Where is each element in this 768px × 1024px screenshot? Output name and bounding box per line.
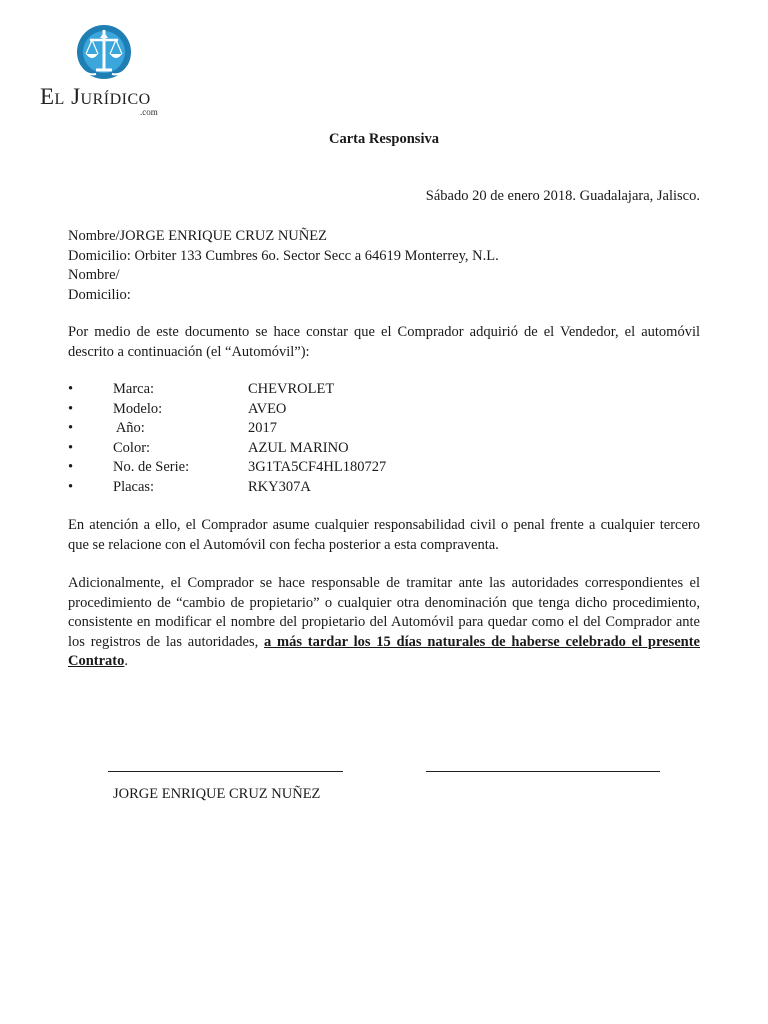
field-label: Año:: [113, 420, 145, 436]
buyer-signature-name: JORGE ENRIQUE CRUZ NUÑEZ: [113, 786, 321, 802]
field-label: Marca:: [113, 381, 155, 397]
logo-suffix: .com: [140, 107, 158, 117]
field-value: AZUL MARINO: [248, 439, 349, 456]
vehicle-details-list: [68, 380, 386, 497]
list-item: [68, 478, 386, 498]
field-value: RKY307A: [248, 478, 311, 495]
intro-paragraph: Por medio de este documento se hace constar que el Comprador adquirió de el Vendedor, el automóvil descrito a continuación (el “Automóvil”):: [68, 324, 700, 360]
transfer-text: Adicionalmente, el Comprador se hace responsable de tramitar ante las autoridades correspondientes el procedimiento de “cambio de propietario” o cualquier otra denominación que tenga dicho procedimiento, consistente en modificar el nombre del propietario del Automóvil para quedar como el del Comprador ante los registros de las autoridades,: [68, 575, 700, 650]
buyer-signature-line: [108, 771, 343, 772]
buyer-name: Nombre/JORGE ENRIQUE CRUZ NUÑEZ: [68, 228, 327, 244]
field-label: Placas:: [113, 478, 155, 495]
bullet-icon: [68, 439, 113, 459]
transfer-end: .: [124, 653, 129, 669]
seller-name: Nombre/: [68, 267, 120, 283]
buyer-address: Domicilio: Orbiter 133 Cumbres 6o. Sector Secc a 64619 Monterrey, N.L.: [68, 247, 499, 264]
seller-address: Domicilio:: [68, 286, 131, 303]
list-item: [68, 458, 386, 478]
logo-wordmark: El Jurídico: [40, 84, 151, 109]
field-value: CHEVROLET: [248, 381, 335, 397]
bullet-icon: [68, 400, 113, 420]
scales-of-justice-icon: [76, 24, 132, 80]
transfer-paragraph: [68, 574, 700, 672]
field-value: 2017: [248, 420, 277, 436]
list-item: [68, 380, 386, 400]
field-label: No. de Serie:: [113, 459, 190, 475]
list-item: [68, 400, 386, 420]
deadline-emphasis: a más tardar los 15 días naturales de haberse celebrado el presente Contrato: [68, 633, 700, 669]
document-title: Carta Responsiva: [329, 131, 439, 147]
logo: [40, 24, 170, 117]
bullet-icon: [68, 380, 113, 400]
list-item: [68, 439, 386, 459]
bullet-icon: [68, 458, 113, 478]
field-value: 3G1TA5CF4HL180727: [248, 459, 387, 475]
field-label: Color:: [113, 439, 151, 456]
date-line: Sábado 20 de enero 2018. Guadalajara, Jalisco.: [425, 188, 700, 204]
list-item: [68, 419, 386, 439]
bullet-icon: [68, 419, 113, 439]
field-label: Modelo:: [113, 400, 163, 417]
seller-signature-line: [426, 771, 660, 772]
parties-block: [68, 227, 700, 305]
field-value: AVEO: [248, 400, 287, 417]
bullet-icon: [68, 478, 113, 498]
liability-paragraph: En atención a ello, el Comprador asume cualquier responsabilidad civil o penal frente a cualquier tercero que se relacione con el Automóvil con fecha posterior a esta compraventa.: [68, 517, 700, 553]
